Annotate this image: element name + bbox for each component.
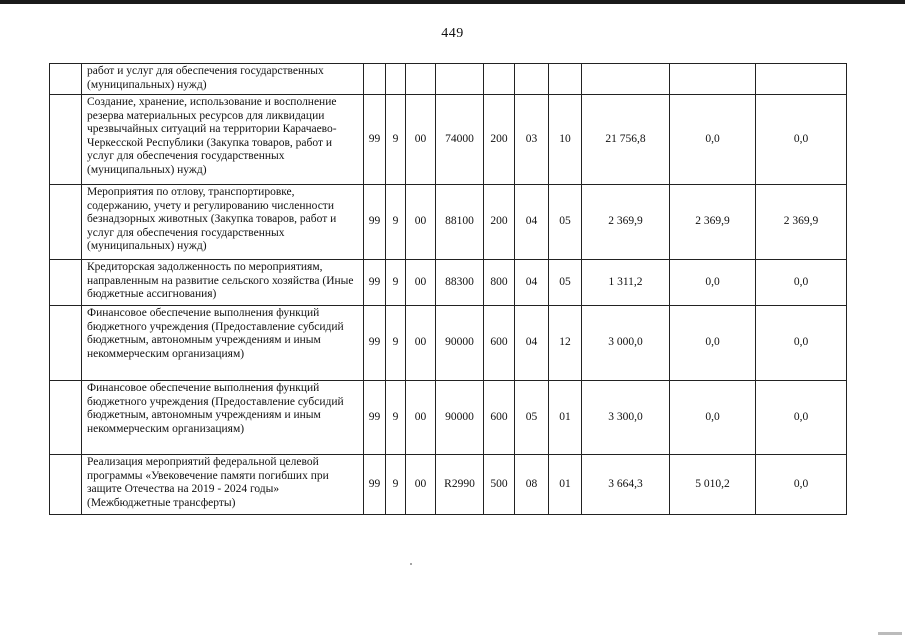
section-code-cell: 04	[515, 185, 549, 260]
amount-year-1-cell	[582, 64, 670, 95]
expense-type-cell: 600	[484, 306, 515, 381]
section-code-cell: 04	[515, 260, 549, 306]
direction-code-cell: R2990	[436, 455, 484, 515]
row-index-cell	[50, 381, 82, 455]
amount-year-3-cell	[756, 64, 847, 95]
amount-year-3-cell: 0,0	[756, 306, 847, 381]
amount-year-2-cell: 0,0	[670, 95, 756, 185]
expense-type-cell: 500	[484, 455, 515, 515]
amount-year-1-cell: 21 756,8	[582, 95, 670, 185]
subsection-code-cell: 01	[549, 381, 582, 455]
amount-year-2-cell: 2 369,9	[670, 185, 756, 260]
main-event-code-cell	[406, 64, 436, 95]
main-event-code-cell: 00	[406, 381, 436, 455]
page-number: 449	[441, 26, 464, 41]
subprogram-code-cell: 9	[386, 455, 406, 515]
subprogram-code-cell: 9	[386, 185, 406, 260]
scan-edge-mark	[878, 632, 902, 635]
amount-year-1-cell: 3 300,0	[582, 381, 670, 455]
expense-name-cell: работ и услуг для обеспечения государственных (муниципальных) нужд)	[82, 64, 364, 95]
subsection-code-cell: 10	[549, 95, 582, 185]
amount-year-1-cell: 3 664,3	[582, 455, 670, 515]
program-code-cell: 99	[364, 260, 386, 306]
row-index-cell	[50, 64, 82, 95]
table-row	[50, 455, 847, 515]
expense-name-cell: Реализация мероприятий федеральной целевой программы «Увековечение памяти погибших при защите Отечества на 2019 - 2024 годы» (Межбюджетные трансферты)	[82, 455, 364, 515]
subprogram-code-cell: 9	[386, 260, 406, 306]
amount-year-3-cell: 0,0	[756, 381, 847, 455]
direction-code-cell: 88100	[436, 185, 484, 260]
amount-year-2-cell: 0,0	[670, 381, 756, 455]
row-index-cell	[50, 260, 82, 306]
row-index-cell	[50, 95, 82, 185]
amount-year-3-cell: 0,0	[756, 260, 847, 306]
expense-type-cell: 800	[484, 260, 515, 306]
amount-year-2-cell	[670, 64, 756, 95]
program-code-cell: 99	[364, 455, 386, 515]
direction-code-cell	[436, 64, 484, 95]
subprogram-code-cell	[386, 64, 406, 95]
table-row	[50, 95, 847, 185]
table-row	[50, 306, 847, 381]
expense-name-cell: Финансовое обеспечение выполнения функций бюджетного учреждения (Предоставление субсидий бюджетным, автономным учреждениям и иным некоммерческим организациям)	[82, 381, 364, 455]
section-code-cell: 08	[515, 455, 549, 515]
subprogram-code-cell: 9	[386, 381, 406, 455]
subsection-code-cell: 12	[549, 306, 582, 381]
direction-code-cell: 88300	[436, 260, 484, 306]
amount-year-1-cell: 2 369,9	[582, 185, 670, 260]
amount-year-2-cell: 0,0	[670, 260, 756, 306]
direction-code-cell: 90000	[436, 381, 484, 455]
expense-name-cell: Мероприятия по отлову, транспортировке, содержанию, учету и регулированию численности безнадзорных животных (Закупка товаров, работ и услуг для обеспечения государственных (муниципальных) нужд)	[82, 185, 364, 260]
main-event-code-cell: 00	[406, 95, 436, 185]
row-index-cell	[50, 455, 82, 515]
program-code-cell: 99	[364, 185, 386, 260]
amount-year-3-cell: 0,0	[756, 455, 847, 515]
expense-name-cell: Финансовое обеспечение выполнения функций бюджетного учреждения (Предоставление субсидий бюджетным, автономным учреждениям и иным некоммерческим организациям)	[82, 306, 364, 381]
expense-name-cell: Кредиторская задолженность по мероприятиям, направленным на развитие сельского хозяйства (Иные бюджетные ассигнования)	[82, 260, 364, 306]
budget-table	[49, 63, 847, 515]
expense-type-cell: 200	[484, 95, 515, 185]
amount-year-3-cell: 0,0	[756, 95, 847, 185]
main-event-code-cell: 00	[406, 260, 436, 306]
expense-type-cell	[484, 64, 515, 95]
amount-year-1-cell: 1 311,2	[582, 260, 670, 306]
table-row	[50, 260, 847, 306]
subprogram-code-cell: 9	[386, 95, 406, 185]
direction-code-cell: 90000	[436, 306, 484, 381]
section-code-cell: 04	[515, 306, 549, 381]
direction-code-cell: 74000	[436, 95, 484, 185]
row-index-cell	[50, 306, 82, 381]
section-code-cell: 03	[515, 95, 549, 185]
program-code-cell	[364, 64, 386, 95]
amount-year-1-cell: 3 000,0	[582, 306, 670, 381]
amount-year-3-cell: 2 369,9	[756, 185, 847, 260]
row-index-cell	[50, 185, 82, 260]
table-row	[50, 64, 847, 95]
expense-type-cell: 600	[484, 381, 515, 455]
subsection-code-cell: 05	[549, 185, 582, 260]
table-row	[50, 381, 847, 455]
expense-type-cell: 200	[484, 185, 515, 260]
subsection-code-cell	[549, 64, 582, 95]
subprogram-code-cell: 9	[386, 306, 406, 381]
section-code-cell: 05	[515, 381, 549, 455]
section-code-cell	[515, 64, 549, 95]
subsection-code-cell: 05	[549, 260, 582, 306]
program-code-cell: 99	[364, 381, 386, 455]
main-event-code-cell: 00	[406, 185, 436, 260]
main-event-code-cell: 00	[406, 306, 436, 381]
table-row	[50, 185, 847, 260]
program-code-cell: 99	[364, 95, 386, 185]
expense-name-cell: Создание, хранение, использование и восполнение резерва материальных ресурсов для ликвидации чрезвычайных ситуаций на территории Карачаево-Черкесской Республики (Закупка товаров, работ и услуг для обеспечения государственных (муниципальных) нужд)	[82, 95, 364, 185]
amount-year-2-cell: 5 010,2	[670, 455, 756, 515]
subsection-code-cell: 01	[549, 455, 582, 515]
scan-speck	[410, 563, 412, 565]
top-border-rule	[0, 0, 905, 4]
main-event-code-cell: 00	[406, 455, 436, 515]
amount-year-2-cell: 0,0	[670, 306, 756, 381]
program-code-cell: 99	[364, 306, 386, 381]
